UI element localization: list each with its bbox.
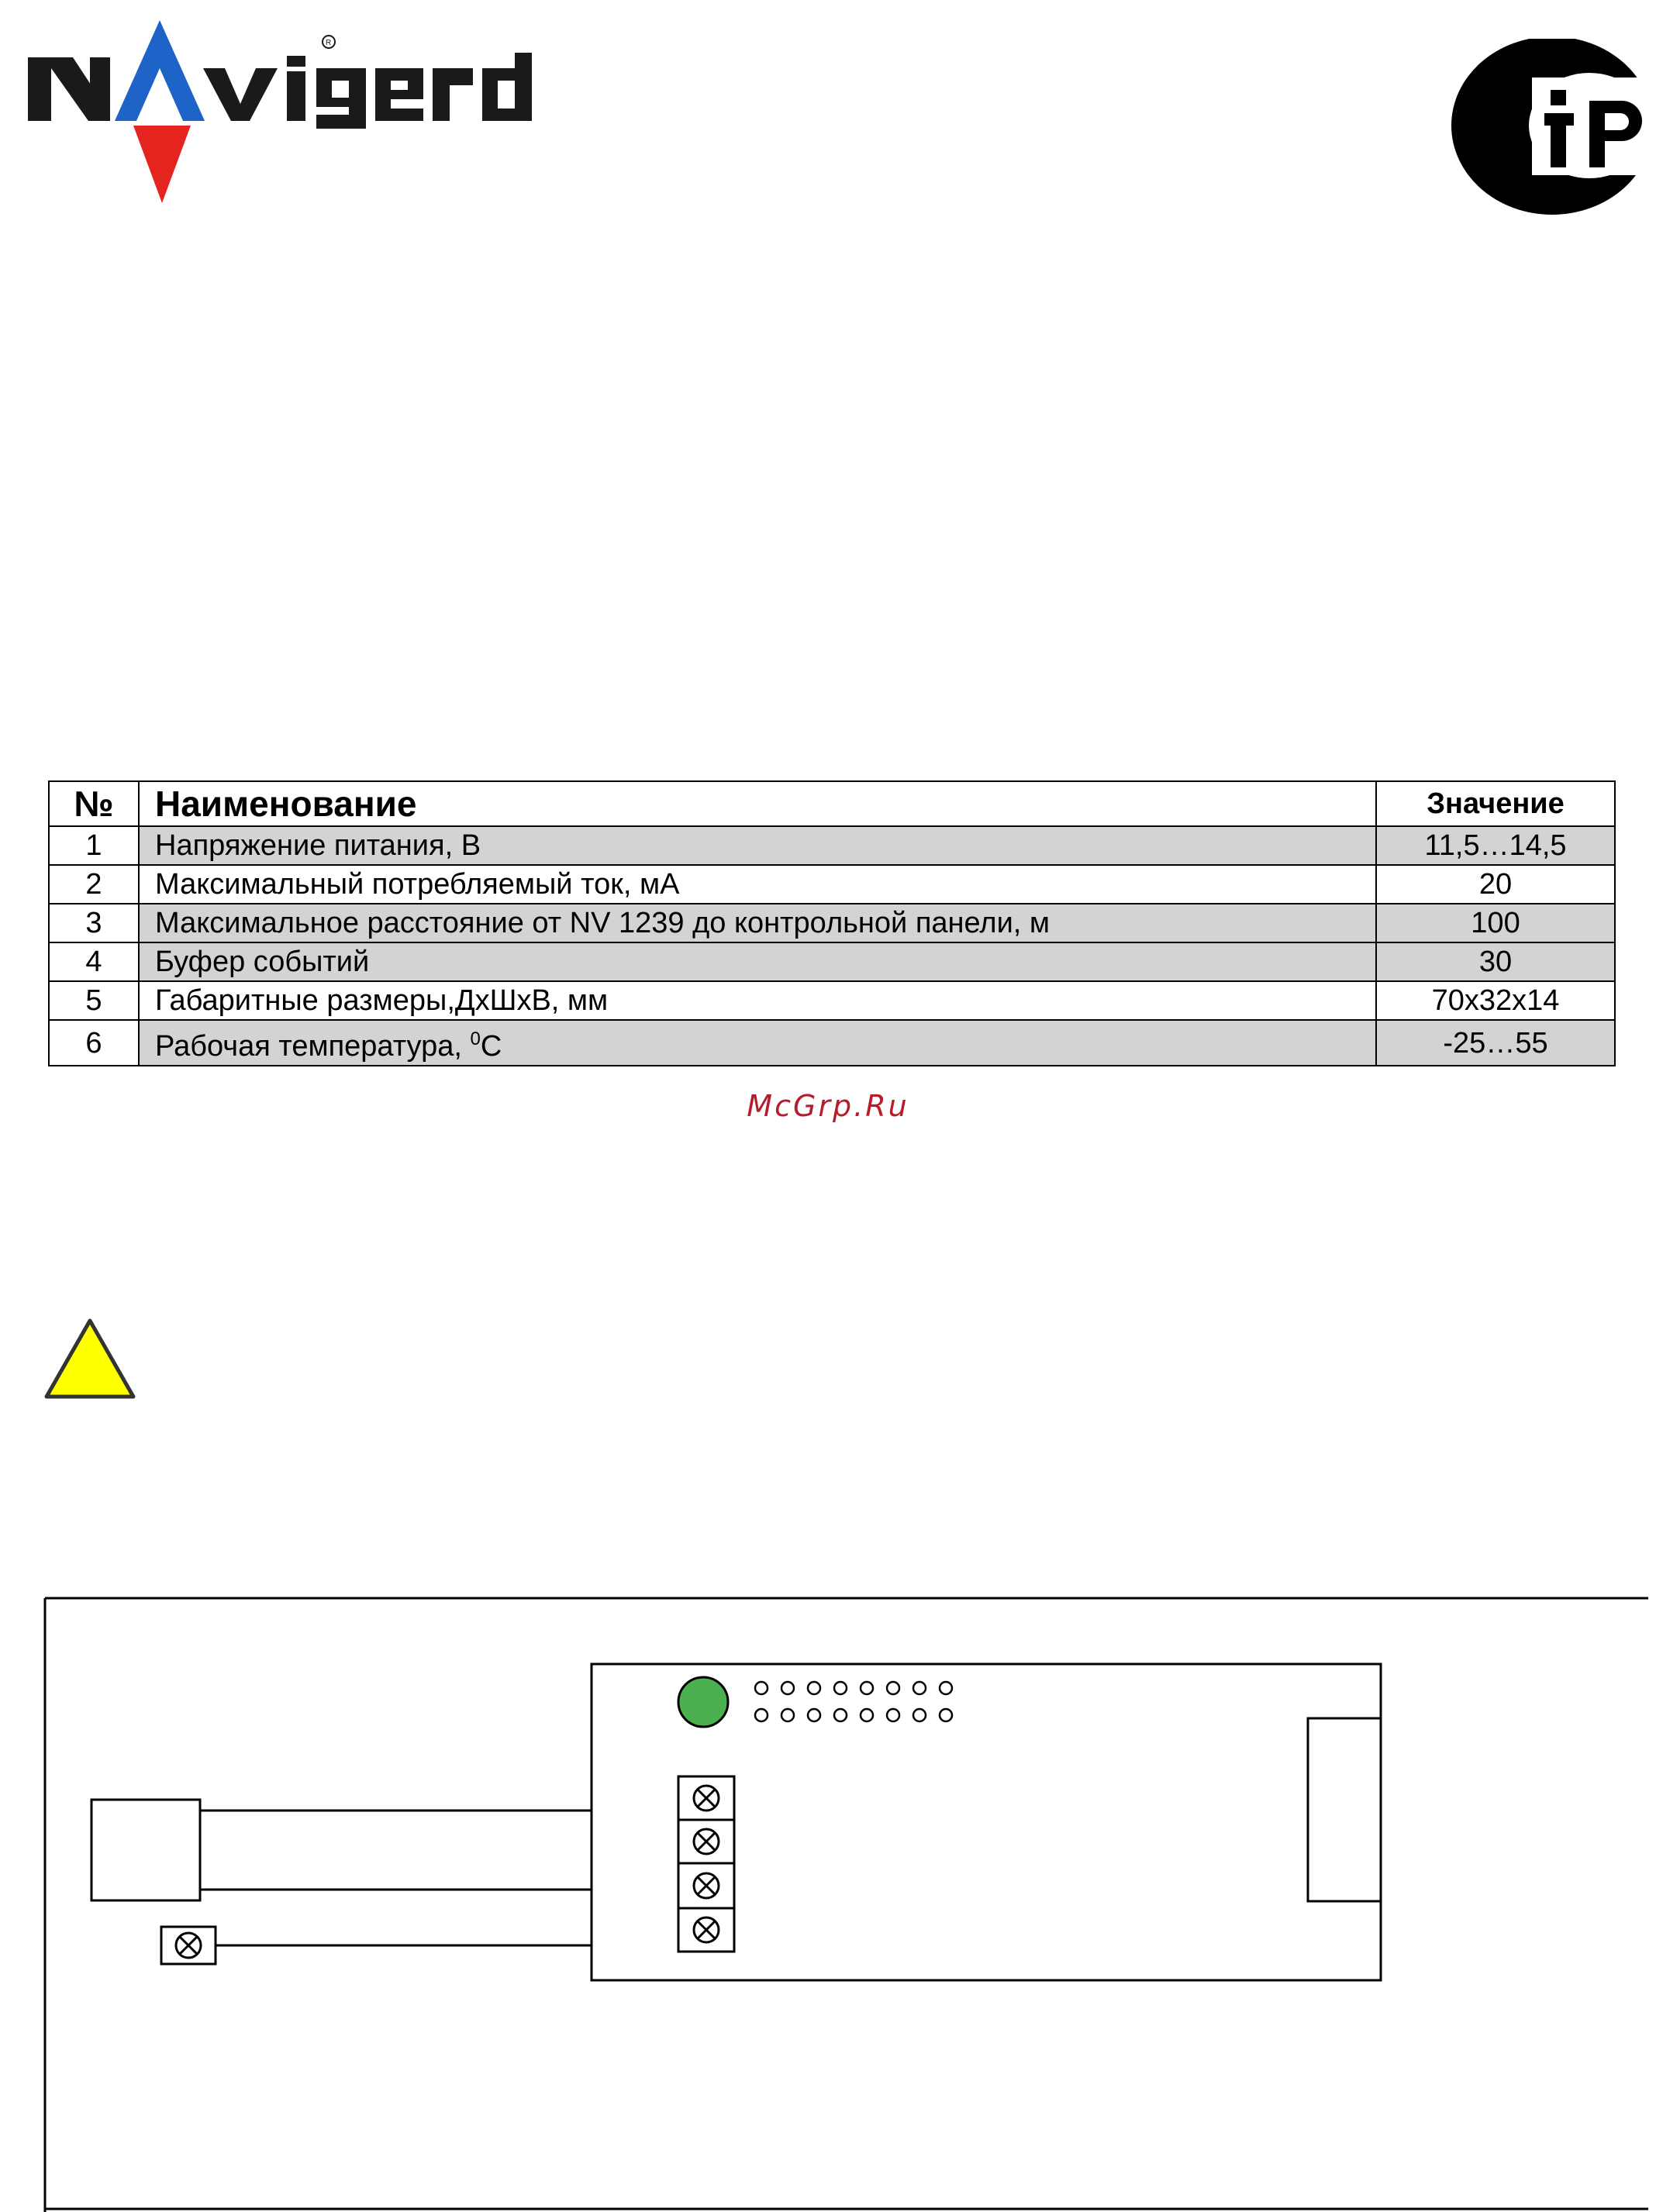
- row-num: 3: [49, 904, 139, 942]
- side-connector: [1308, 1718, 1381, 1901]
- warning-triangle-icon: [43, 1318, 136, 1400]
- row-num: 4: [49, 942, 139, 981]
- row-name: [139, 1020, 1376, 1066]
- row-num: 1: [49, 826, 139, 865]
- row-value: -25…55: [1376, 1020, 1615, 1066]
- watermark-text: McGrp.Ru: [747, 1089, 909, 1123]
- certification-mark-logo: [1434, 39, 1656, 217]
- terminal-block: [678, 1776, 734, 1952]
- row-value: 100: [1376, 904, 1615, 942]
- row-num: 6: [49, 1020, 139, 1066]
- row-name-text: Рабочая температура,: [155, 1030, 471, 1063]
- header-num: №: [49, 781, 139, 826]
- table-row: [49, 1020, 1615, 1066]
- row-num: 5: [49, 981, 139, 1020]
- table-row: [49, 904, 1615, 942]
- header-name: Наименование: [139, 781, 1376, 826]
- connection-diagram: [43, 1597, 1648, 2212]
- row-num: 2: [49, 865, 139, 904]
- row-name-unit: С: [480, 1030, 502, 1063]
- svg-text:R: R: [326, 39, 332, 47]
- row-value: 30: [1376, 942, 1615, 981]
- external-device-box: [91, 1800, 200, 1900]
- row-name: Буфер событий: [139, 942, 1376, 981]
- table-row: [49, 942, 1615, 981]
- status-led: [678, 1677, 728, 1727]
- table-row: [49, 826, 1615, 865]
- external-terminal: [161, 1927, 216, 1964]
- table-row: [49, 865, 1615, 904]
- row-name: Максимальное расстояние от NV 1239 до контрольной панели, м: [139, 904, 1376, 942]
- header-value: Значение: [1376, 781, 1615, 826]
- row-value: 70x32x14: [1376, 981, 1615, 1020]
- specifications-table: [48, 780, 1616, 1066]
- degree-sup: 0: [470, 1028, 481, 1049]
- row-value: 20: [1376, 865, 1615, 904]
- navigard-logo: [28, 20, 555, 206]
- row-name: Максимальный потребляемый ток, мА: [139, 865, 1376, 904]
- row-name: Габаритные размеры,ДхШхВ, мм: [139, 981, 1376, 1020]
- row-name: Напряжение питания, В: [139, 826, 1376, 865]
- table-row: [49, 981, 1615, 1020]
- wires: [200, 1811, 592, 1945]
- row-value: 11,5…14,5: [1376, 826, 1615, 865]
- table-header-row: [49, 781, 1615, 826]
